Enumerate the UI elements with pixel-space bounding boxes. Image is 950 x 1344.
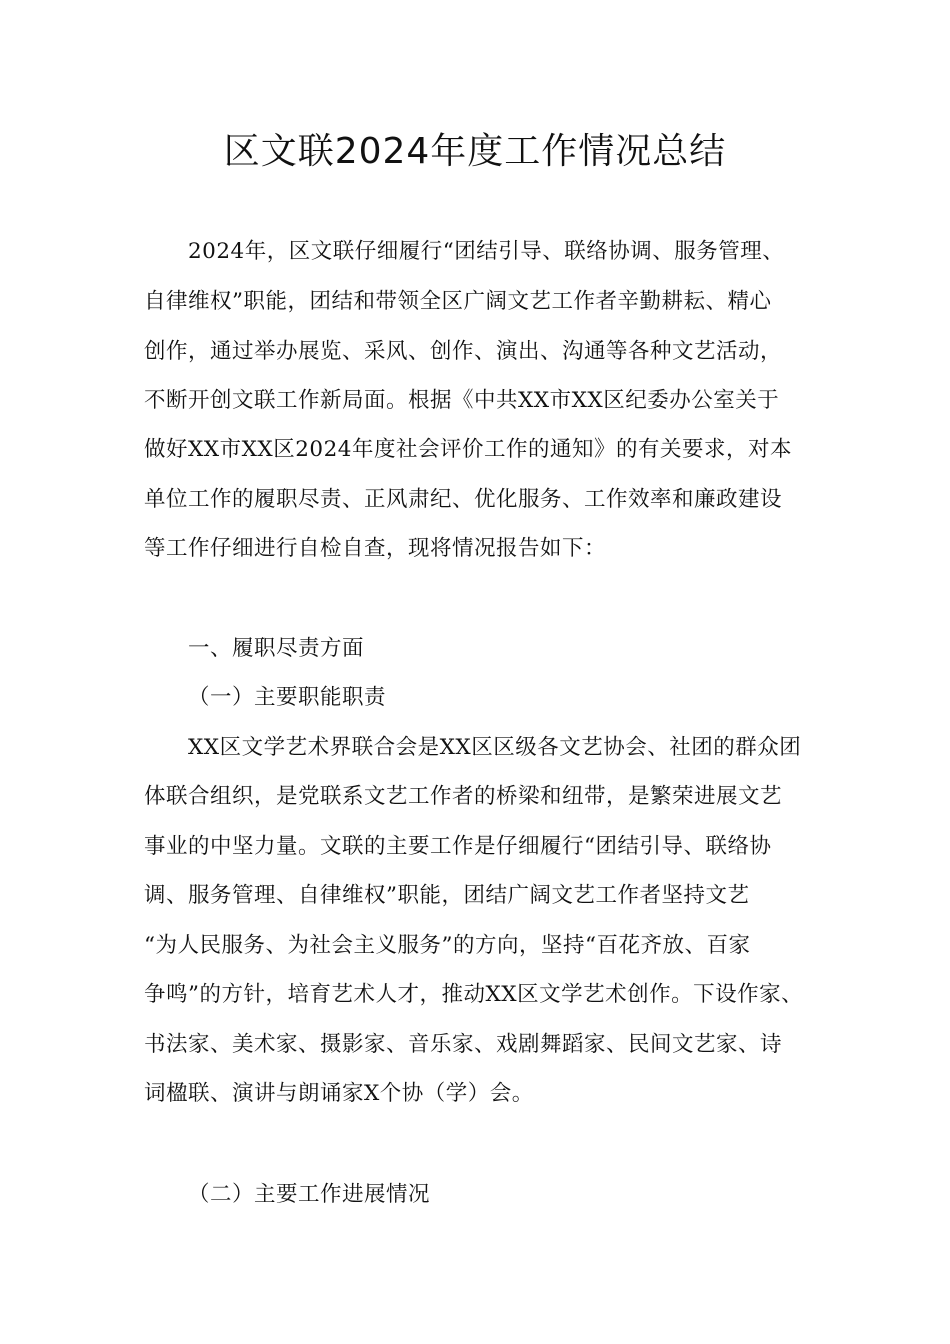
body-line: 体联合组织，是党联系文艺工作者的桥梁和纽带，是繁荣进展文艺 bbox=[144, 784, 783, 809]
body-line: 争鸣”的方针，培育艺术人才，推动XX区文学艺术创作。下设作家、 bbox=[144, 982, 804, 1007]
body-line: 事业的中坚力量。文联的主要工作是仔细履行“团结引导、联络协 bbox=[144, 834, 772, 859]
section-heading: 一、履职尽责方面 bbox=[188, 636, 365, 661]
document-title: 区文联2024年度工作情况总结 bbox=[223, 131, 727, 172]
body-line: 书法家、美术家、摄影家、音乐家、戏剧舞蹈家、民间文艺家、诗 bbox=[144, 1032, 783, 1057]
body-line: 调、服务管理、自律维权”职能，团结广阔文艺工作者坚持文艺 bbox=[144, 883, 750, 908]
intro-line: 单位工作的履职尽责、正风肃纪、优化服务、工作效率和廉政建设 bbox=[144, 487, 783, 512]
body-line: “为人民服务、为社会主义服务”的方向，坚持“百花齐放、百家 bbox=[144, 933, 751, 958]
body-line: 词楹联、演讲与朗诵家X个协（学）会。 bbox=[144, 1081, 534, 1106]
intro-line: 不断开创文联工作新局面。根据《中共XX市XX区纪委办公室关于 bbox=[144, 388, 780, 413]
intro-line: 创作，通过举办展览、采风、创作、演出、沟通等各种文艺活动， bbox=[144, 339, 783, 364]
intro-line: 2024年，区文联仔细履行“团结引导、联络协调、服务管理、 bbox=[188, 239, 785, 264]
body-line: XX区文学艺术界联合会是XX区区级各文艺协会、社团的群众团 bbox=[188, 735, 802, 760]
subsection-heading: （一）主要职能职责 bbox=[188, 685, 387, 710]
intro-line: 做好XX市XX区2024年度社会评价工作的通知》的有关要求，对本 bbox=[144, 437, 792, 462]
intro-line: 等工作仔细进行自检自查，现将情况报告如下： bbox=[144, 536, 607, 561]
intro-line: 自律维权”职能，团结和带领全区广阔文艺工作者辛勤耕耘、精心 bbox=[144, 289, 772, 314]
subsection-heading: （二）主要工作进展情况 bbox=[188, 1182, 431, 1207]
